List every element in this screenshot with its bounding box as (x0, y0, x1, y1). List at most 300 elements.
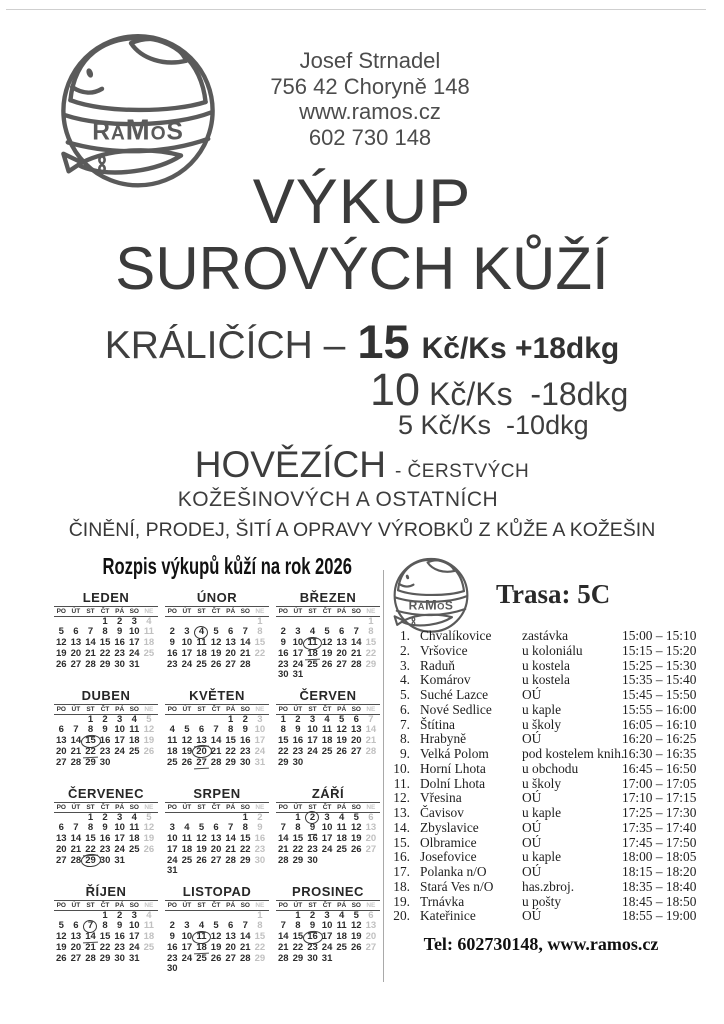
day-number: 24 (114, 843, 125, 855)
month-day-header (54, 606, 158, 617)
day-number: 22 (99, 941, 111, 953)
day-number: 27 (350, 745, 362, 757)
route-stop-row (390, 864, 697, 880)
day-header: PO (167, 902, 177, 909)
day-number: 9 (102, 724, 108, 736)
day-header: SO (351, 608, 361, 615)
day-header: NE (144, 804, 154, 811)
calendar-day (112, 856, 127, 867)
day-number: 25 (128, 745, 140, 757)
day-number: 3 (324, 909, 330, 921)
day-number: 20 (70, 941, 82, 953)
day-header: ÚT (182, 804, 192, 811)
circled-day: 11 (196, 931, 207, 943)
day-number: 6 (368, 909, 374, 921)
day-number: 1 (102, 615, 108, 627)
day-number: 12 (143, 822, 155, 834)
day-number: 3 (295, 626, 301, 638)
day-number: 23 (99, 843, 111, 855)
day-number: 18 (143, 931, 155, 943)
underlined-day: 14 (85, 931, 96, 943)
month-title: ŘÍJEN (85, 884, 127, 899)
day-header: SO (129, 804, 139, 811)
calendar-day (253, 954, 268, 965)
stop-time: 18:15 – 18:20 (622, 864, 697, 879)
day-number: 24 (181, 658, 193, 670)
day-number: 7 (368, 713, 374, 725)
day-number: 20 (225, 941, 236, 953)
calendar-day (349, 747, 364, 758)
day-number: 7 (280, 920, 286, 932)
calendar-day (180, 856, 195, 867)
price2-value: 10 (370, 364, 421, 415)
calendar-day (83, 660, 98, 671)
stop-place: u pošty (522, 893, 562, 909)
stop-name: Horní Lhota (420, 760, 486, 776)
day-number: 31 (128, 658, 140, 670)
day-number: 17 (321, 833, 333, 845)
calendar-day (276, 856, 291, 867)
day-number: 25 (167, 756, 178, 768)
stop-number: 10. (393, 760, 410, 776)
month-calendar (276, 590, 380, 688)
calendar-day (334, 954, 349, 965)
day-number: 14 (70, 735, 82, 747)
month-weeks (165, 715, 269, 769)
day-number: 6 (58, 822, 64, 834)
day-number: 28 (278, 854, 289, 866)
day-number: 15 (278, 735, 289, 747)
day-number: 20 (336, 647, 347, 659)
day-number: 29 (278, 756, 289, 768)
month-weeks (165, 813, 269, 878)
stop-name: Velká Polom (420, 746, 489, 761)
day-header: PO (56, 608, 66, 615)
calendar-day (209, 964, 224, 975)
week-row (276, 670, 380, 681)
day-number: 24 (321, 843, 333, 855)
day-number: 5 (198, 822, 205, 834)
month-calendar (276, 688, 380, 786)
day-number: 10 (321, 822, 333, 834)
day-header: NE (366, 608, 376, 615)
stop-name: Dolní Lhota (420, 775, 486, 791)
route-stop-row (390, 731, 697, 747)
day-number: 7 (242, 920, 248, 932)
day-number: 23 (278, 658, 289, 670)
calendar-day (127, 856, 142, 867)
stop-time: 15:55 – 16:00 (622, 701, 697, 717)
day-number: 16 (307, 833, 318, 845)
day-header: ÚT (71, 902, 81, 909)
day-header: ST (308, 804, 317, 811)
day-number: 14 (239, 931, 251, 943)
stop-number: 9. (399, 746, 410, 761)
route-stop-row (390, 908, 697, 924)
day-number: 3 (309, 713, 316, 725)
underlined-day: 13 (196, 735, 207, 747)
day-number: 25 (143, 647, 155, 659)
stop-number: 1. (399, 628, 410, 643)
day-number: 24 (292, 658, 304, 670)
stop-number: 5. (399, 687, 410, 702)
stop-place: OÚ (522, 908, 542, 924)
day-number: 1 (87, 811, 94, 823)
calendar-day (334, 856, 349, 867)
day-number: 15 (99, 637, 111, 649)
month-day-header (165, 704, 269, 715)
day-number: 30 (239, 756, 251, 768)
stop-number: 13. (393, 805, 410, 820)
day-number: 30 (99, 756, 111, 768)
day-number: 9 (280, 637, 286, 649)
day-number: 18 (336, 833, 347, 845)
route-stop-row (390, 628, 697, 644)
day-number: 12 (56, 637, 67, 649)
day-number: 11 (143, 626, 154, 638)
month-calendar (165, 884, 269, 982)
day-header: ÚT (293, 706, 303, 713)
calendar-day (165, 964, 180, 975)
route-stop-row (390, 746, 697, 762)
calendar-day (180, 758, 195, 769)
calendar-day (127, 660, 142, 671)
day-number: 2 (169, 626, 175, 638)
day-header: PÁ (226, 608, 236, 615)
day-number: 10 (307, 724, 318, 736)
day-number: 24 (181, 952, 193, 964)
day-number: 15 (292, 833, 304, 845)
calendar-day (194, 954, 209, 965)
calendar-day (223, 866, 238, 877)
main-title-line1: VÝKUP (252, 167, 472, 237)
stop-place: zastávka (522, 628, 569, 643)
day-number: 29 (225, 756, 236, 768)
day-number: 1 (295, 909, 301, 921)
day-number: 26 (210, 952, 222, 964)
stop-time: 17:25 – 17:30 (622, 805, 697, 820)
underlined-day: 27 (196, 756, 207, 768)
day-number: 24 (128, 941, 140, 953)
day-number: 26 (56, 658, 67, 670)
circled-day: 2 (309, 811, 316, 823)
day-number: 26 (196, 854, 207, 866)
calendar-day (320, 660, 335, 671)
stop-number: 18. (393, 878, 410, 894)
day-number: 28 (365, 745, 377, 757)
day-number: 26 (143, 745, 155, 757)
calendar-grid (54, 590, 382, 982)
calendar-day (364, 758, 379, 769)
day-number: 27 (365, 843, 377, 855)
calendar-day (142, 856, 157, 867)
day-number: 23 (167, 952, 178, 964)
day-header: NE (255, 706, 265, 713)
circled-day: 29 (85, 854, 96, 866)
stop-time: 15:45 – 15:50 (622, 687, 697, 702)
day-header: NE (255, 902, 265, 909)
day-number: 1 (87, 713, 94, 725)
calendar-day (223, 856, 238, 867)
week-row (165, 856, 269, 867)
day-number: 5 (213, 920, 219, 932)
day-number: 19 (56, 647, 67, 659)
underlined-day: 18 (307, 647, 318, 659)
day-header: PÁ (115, 706, 125, 713)
day-number: 7 (242, 626, 248, 638)
day-number: 5 (213, 626, 219, 638)
day-number: 28 (85, 952, 96, 964)
day-number: 5 (58, 920, 64, 932)
day-number: 8 (257, 626, 263, 638)
rabbit-label: KRÁLIČÍCH – (104, 324, 346, 367)
day-number: 6 (228, 626, 234, 638)
route-header (386, 556, 610, 633)
day-number: 23 (292, 745, 304, 757)
day-number: 15 (254, 637, 266, 649)
calendar-day (349, 943, 364, 954)
stop-place: pod kostelem knih. (522, 746, 625, 761)
month-title: LISTOPAD (182, 884, 252, 899)
stop-name: Zbyslavice (420, 819, 479, 835)
calendar-day (165, 758, 180, 769)
underlined-day: 9 (309, 920, 316, 932)
stop-time: 15:15 – 15:20 (622, 642, 697, 658)
fur-line: KOŽEŠINOVÝCH A OSTATNÍCH (177, 488, 499, 511)
month-day-header (165, 606, 269, 617)
stop-place: OÚ (522, 790, 542, 806)
week-row (165, 758, 269, 769)
day-number: 4 (169, 724, 175, 736)
calendar-day (180, 954, 195, 965)
day-number: 7 (87, 626, 94, 638)
day-number: 24 (321, 941, 333, 953)
stop-place: u koloniálu (522, 642, 583, 658)
calendar-day (238, 866, 253, 877)
day-number: 9 (257, 822, 263, 834)
day-number: 1 (102, 909, 108, 921)
calendar-day (83, 954, 98, 965)
day-number: 2 (117, 909, 123, 921)
contact-address: 756 42 Choryně 148 (270, 73, 470, 99)
day-number: 11 (129, 724, 140, 736)
day-header: PO (56, 804, 66, 811)
calendar-day (334, 943, 349, 954)
day-header: PÁ (337, 804, 347, 811)
month-title: LEDEN (82, 590, 130, 605)
calendar-day (112, 747, 127, 758)
day-header: PÁ (115, 608, 125, 615)
calendar-day (142, 954, 157, 965)
day-number: 19 (210, 941, 222, 953)
day-number: 26 (350, 941, 362, 953)
stop-time: 16:30 – 16:35 (622, 746, 697, 761)
day-number: 8 (280, 724, 286, 736)
day-number: 12 (336, 724, 347, 736)
calendar-day (83, 856, 98, 867)
circled-day: 15 (85, 735, 96, 747)
day-header: ST (308, 608, 317, 615)
month-day-header (165, 900, 269, 911)
stop-time: 17:35 – 17:40 (622, 819, 697, 835)
day-number: 10 (114, 822, 125, 834)
day-number: 14 (70, 833, 82, 845)
day-header: PO (278, 706, 288, 713)
stop-name: Štítina (420, 716, 455, 732)
day-header: ČT (100, 706, 110, 713)
calendar-day (364, 856, 379, 867)
day-header: NE (144, 902, 154, 909)
day-header: PÁ (226, 902, 236, 909)
month-weeks (165, 617, 269, 671)
day-number: 4 (339, 909, 345, 921)
calendar-day (238, 856, 253, 867)
day-header: SO (240, 706, 250, 713)
day-number: 6 (339, 626, 345, 638)
day-number: 19 (181, 745, 193, 757)
price-line-rabbit (0, 314, 724, 369)
underlined-day: 4 (198, 920, 205, 932)
day-number: 16 (99, 735, 111, 747)
day-number: 29 (292, 854, 304, 866)
day-number: 21 (225, 843, 236, 855)
month-title: SRPEN (193, 786, 241, 801)
underlined-day: 18 (196, 941, 207, 953)
day-number: 5 (146, 811, 152, 823)
day-number: 10 (292, 637, 304, 649)
day-number: 10 (321, 920, 333, 932)
month-weeks (276, 715, 380, 769)
day-number: 27 (70, 952, 82, 964)
day-number: 24 (254, 745, 266, 757)
day-header: SO (129, 902, 139, 909)
day-header: SO (351, 706, 361, 713)
month-day-header (276, 606, 380, 617)
calendar-day (209, 866, 224, 877)
day-header: ST (197, 902, 206, 909)
stop-time: 15:25 – 15:30 (622, 657, 697, 673)
day-number: 20 (56, 745, 67, 757)
day-number: 29 (365, 658, 377, 670)
stop-place: u kostela (522, 657, 570, 673)
stop-place: OÚ (522, 731, 542, 747)
scan-edge-line (6, 9, 706, 10)
calendar-day (291, 856, 306, 867)
day-number: 4 (324, 713, 330, 725)
stop-name: Nové Sedlice (420, 701, 492, 717)
day-number: 5 (353, 909, 359, 921)
calendar-day (112, 758, 127, 769)
day-number: 29 (99, 952, 111, 964)
stop-number: 12. (393, 790, 410, 806)
day-number: 5 (146, 713, 152, 725)
day-number: 20 (56, 843, 67, 855)
day-number: 29 (99, 658, 111, 670)
day-number: 27 (210, 854, 222, 866)
stop-name: Raduň (420, 657, 455, 673)
stop-place: OÚ (522, 864, 542, 879)
calendar-day (253, 866, 268, 877)
day-number: 18 (128, 735, 140, 747)
calendar-day (334, 758, 349, 769)
day-number: 31 (167, 865, 178, 877)
day-number: 25 (196, 952, 207, 964)
day-number: 9 (102, 822, 108, 834)
stop-place: u kaple (522, 701, 562, 717)
calendar-day (194, 758, 209, 769)
day-number: 12 (350, 822, 362, 834)
calendar-day (180, 660, 195, 671)
month-calendar (54, 786, 158, 884)
day-number: 30 (254, 854, 266, 866)
underlined-day: 4 (309, 626, 316, 638)
calendar-day (238, 758, 253, 769)
calendar-day (54, 660, 69, 671)
route-stop-row (390, 642, 697, 659)
stop-time: 15:35 – 15:40 (622, 672, 697, 688)
route-stop-row (390, 849, 697, 865)
stop-name: Vršovice (420, 642, 468, 658)
ramos-logo-small (386, 556, 476, 633)
day-header: PÁ (337, 608, 347, 615)
day-number: 22 (292, 843, 304, 855)
calendar-day (320, 670, 335, 681)
month-weeks (54, 911, 158, 965)
beef-label: HOVĚZÍCH (194, 444, 386, 485)
circled-day: 16 (307, 931, 318, 943)
stop-place: u kaple (522, 849, 562, 865)
calendar-day (349, 670, 364, 681)
day-header: ČT (100, 804, 110, 811)
week-row (54, 954, 158, 965)
day-number: 20 (365, 833, 377, 845)
calendar-day (291, 758, 306, 769)
day-number: 19 (143, 833, 155, 845)
day-number: 6 (58, 724, 64, 736)
day-number: 3 (169, 822, 175, 834)
month-weeks (54, 715, 158, 769)
stop-time: 18:45 – 18:50 (622, 893, 697, 909)
stop-place: u obchodu (522, 760, 579, 776)
price2-unit: Kč/Ks -18dkg (429, 376, 629, 412)
day-number: 12 (350, 920, 362, 932)
week-row (165, 660, 269, 671)
day-number: 23 (114, 941, 125, 953)
stop-number: 14. (393, 819, 410, 835)
day-number: 17 (167, 843, 178, 855)
stop-name: Komárov (420, 672, 471, 688)
day-number: 8 (102, 626, 108, 638)
day-number: 13 (225, 637, 236, 649)
day-header: ÚT (182, 706, 192, 713)
day-header: ČT (211, 902, 221, 909)
route-stop-row (390, 819, 697, 836)
stop-number: 16. (393, 849, 410, 865)
calendar-day (142, 660, 157, 671)
day-number: 18 (321, 735, 333, 747)
day-number: 18 (336, 931, 347, 943)
day-number: 16 (292, 735, 304, 747)
month-day-header (54, 704, 158, 715)
day-header: PÁ (226, 804, 236, 811)
calendar-day (320, 758, 335, 769)
day-number: 21 (70, 745, 82, 757)
calendar-day (305, 660, 320, 671)
day-number: 2 (242, 713, 248, 725)
underlined-day: 8 (87, 724, 94, 736)
calendar-day (364, 670, 379, 681)
calendar-day (194, 964, 209, 975)
